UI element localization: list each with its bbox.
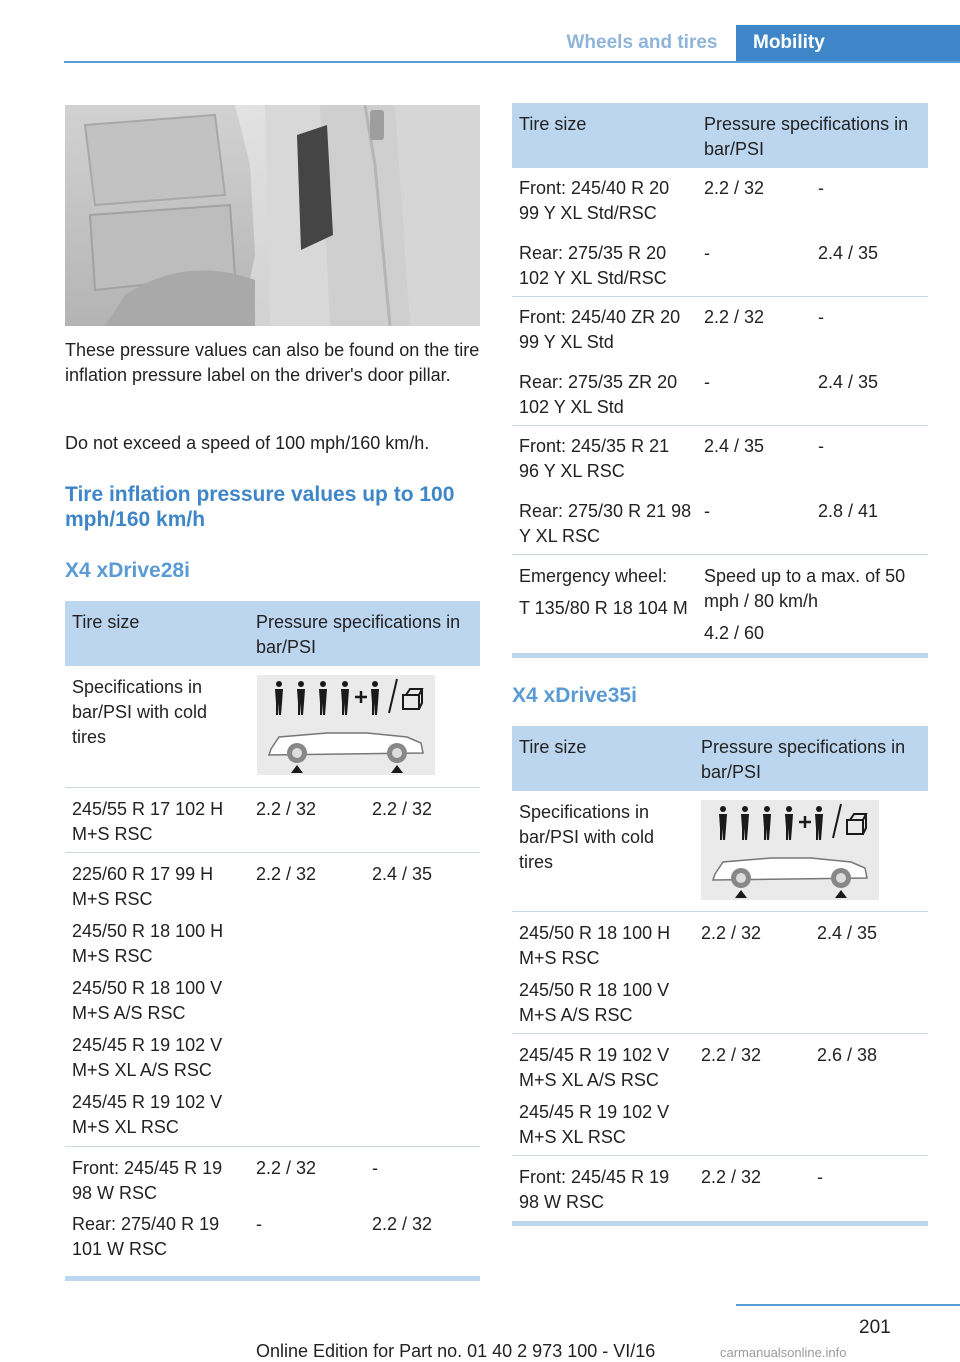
table-row [512,168,928,233]
tire-size-cell: 245/55 R 17 102 H M+S RSC [72,799,224,844]
front-pressure-cell: 2.2 / 32 [256,799,317,819]
front-pressure-cell: - [704,372,710,392]
front-pressure-cell: 2.4 / 35 [704,436,765,456]
front-pressure-cell: - [704,243,710,263]
col-header-pressure: Pressure specifications in bar/PSI [701,737,906,782]
tire-size-cell: Rear: 275/35 R 20 102 Y XL Std/RSC [519,243,667,288]
model-heading-xdrive35i: X4 xDrive35i [512,684,637,707]
emergency-wheel-label: Emergency wheel: [519,566,668,586]
table-row [65,1212,480,1277]
table-row [65,788,480,853]
table-end-rule [512,653,928,658]
tire-pressure-table-xdrive28i [65,601,480,1277]
edition-line: Online Edition for Part no. 01 40 2 973 100 - VI/16 [256,1341,656,1361]
section-heading: Tire inflation pressure values up to 100 mph/160 km/h [65,483,455,531]
tire-size-cell: Front: 245/35 R 21 96 Y XL RSC [519,436,670,481]
col-header-pressure: Pressure specifications in bar/PSI [704,114,909,159]
front-pressure-cell: 2.2 / 32 [701,1167,762,1187]
rear-pressure-cell: 2.8 / 41 [818,501,879,521]
table-row [512,297,928,362]
table-row [512,233,928,297]
rear-pressure-cell: 2.4 / 35 [818,243,879,263]
tire-size-cell: Front: 245/45 R 19 98 W RSC [519,1167,670,1212]
table-header [512,726,928,791]
spec-label: Specifications in bar/PSI with cold tires [519,802,655,872]
rear-pressure-cell: 2.2 / 32 [372,799,433,819]
header-rule [64,61,960,63]
emergency-pressure-value: 4.2 / 60 [704,623,765,643]
table-row-specs [512,791,928,912]
rear-pressure-cell: 2.4 / 35 [818,372,879,392]
col-header-tire-size: Tire size [72,612,140,632]
table-end-rule [65,1276,480,1281]
spec-label: Specifications in bar/PSI with cold tires [72,677,208,747]
table-header [65,601,480,666]
rear-pressure-cell: 2.2 / 32 [372,1214,433,1234]
watermark: carmanualsonline.info [720,1345,847,1360]
page-number: 201 [859,1317,891,1338]
table-row-specs [65,666,480,788]
col-header-tire-size: Tire size [519,737,587,757]
rear-pressure-cell: - [818,307,824,327]
front-pressure-cell: - [256,1214,262,1234]
tire-size-cell: Rear: 275/35 ZR 20 102 Y XL Std [519,372,678,417]
front-pressure-cell: - [704,501,710,521]
table-row [512,1034,928,1156]
tire-size-cell: 245/50 R 18 100 H M+S RSC 245/50 R 18 100 V M+S A/S RSC [519,923,671,1025]
tire-size-cell: Front: 245/40 ZR 20 99 Y XL Std [519,307,681,352]
table-row [512,1156,928,1222]
rear-pressure-cell: - [817,1167,823,1187]
table-row [65,1147,480,1212]
tire-size-cell: Front: 245/40 R 20 99 Y XL Std/RSC [519,178,670,223]
pressure-label-note: These pressure values can also be found on the tire inflation pressure label on the driver's door pillar. [65,340,480,385]
people-luggage-car-icon [701,800,879,900]
emergency-wheel-pressure-cell [704,564,919,653]
front-pressure-cell: 2.2 / 32 [704,178,765,198]
col-header-tire-size: Tire size [519,114,587,134]
tire-size-cell: Rear: 275/30 R 21 98 Y XL RSC [519,501,692,546]
front-pressure-cell: 2.2 / 32 [701,1045,762,1065]
rear-pressure-cell: - [372,1158,378,1178]
tire-pressure-table-xdrive35i [512,726,928,1222]
emergency-speed-note: Speed up to a max. of 50 mph / 80 km/h [704,566,906,611]
front-pressure-cell: 2.2 / 32 [256,1158,317,1178]
rear-pressure-cell: 2.4 / 35 [372,864,433,884]
table-header [512,103,928,168]
rear-pressure-cell: 2.6 / 38 [817,1045,878,1065]
speed-limit-note: Do not exceed a speed of 100 mph/160 km/h. [65,433,430,453]
table-end-rule [512,1221,928,1226]
header-section-title: Wheels and tires [566,32,718,53]
door-pillar-photo [65,105,480,326]
footer-rule [736,1304,960,1306]
table-row-emergency-wheel [512,555,928,651]
tire-size-cell: Front: 245/45 R 19 98 W RSC [72,1158,223,1203]
rear-pressure-cell: - [818,178,824,198]
tire-size-cell: 245/45 R 19 102 V M+S XL A/S RSC 245/45 R 19 102 V M+S XL RSC [519,1045,670,1147]
front-pressure-cell: 2.2 / 32 [704,307,765,327]
tire-size-cell: 225/60 R 17 99 H M+S RSC 245/50 R 18 100 H M+S RSC 245/50 R 18 100 V M+S A/S RSC 245/45 R 19 102 V M+S XL A/S RSC 245/45 R 19 102 V M+S XL RSC [72,864,224,1137]
front-pressure-cell: 2.2 / 32 [256,864,317,884]
emergency-wheel-size: T 135/80 R 18 104 M [519,598,688,618]
load-diagram-icon [701,800,879,900]
load-diagram-icon [257,675,435,775]
front-pressure-cell: 2.2 / 32 [701,923,762,943]
header-chapter-tab: Mobility [736,25,960,61]
tire-pressure-table-continued [512,103,928,651]
people-luggage-car-icon [257,675,435,775]
emergency-wheel-cell [519,564,697,628]
col-header-pressure: Pressure specifications in bar/PSI [256,612,461,657]
table-row [512,426,928,491]
table-row [512,362,928,426]
model-heading-xdrive28i: X4 xDrive28i [65,559,190,582]
table-row [512,912,928,1034]
tire-size-cell: Rear: 275/40 R 19 101 W RSC [72,1214,220,1259]
table-row [65,853,480,1147]
rear-pressure-cell: - [818,436,824,456]
door-pillar-illustration [65,105,480,326]
table-row [512,491,928,555]
rear-pressure-cell: 2.4 / 35 [817,923,878,943]
